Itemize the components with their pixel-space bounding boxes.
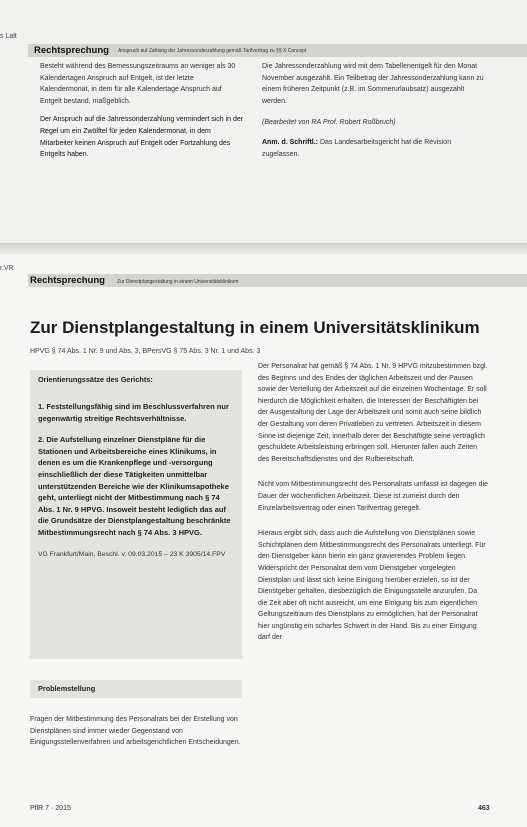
annotation-text: Das Landesarbeitsgericht hat die Revision zugelassen. (262, 138, 452, 158)
box-points (30, 401, 242, 539)
paragraph: Der Personalrat hat gemäß § 74 Abs. 1 Nr. 9 HPVG mitzubestimmen bzgl. des Beginns und des Endes der täglichen Arbeitszeit und der Pausen sowie der Verteilung der Arbeitszeit auf die einzelnen Wochentage. Er soll hierdurch die Möglichkeit erhalten, die Interessen der Beschäftigten bei der Ausgestaltung der Lage der Arbeitszeit und somit auch seine bildlich der Gestaltung von deren Privatleben zu vertreten. Arbeitszeit in diesem Sinne ist diejenige Zeit, innerhalb derer der Beschäftigte seine vertraglich geschuldete Arbeitsleistung erbringen soll. Hierunter fallen auch Zeiten des Bereitschaftsdienstes und der Rufbereitschaft. (258, 363, 488, 463)
section-tab: r.VR (0, 265, 14, 272)
problem-text: Fragen der Mitbestimmung des Personalrats bei der Erstellung von Dienstplänen sind immer wieder Gegenstand von Einigungsstellenverfahren und arbeitsgerichtlichen Entscheidungen. (30, 716, 241, 747)
problem-heading: Problemstellung (38, 684, 96, 693)
paragraph: Besteht während des Bemessungszeitraums an weniger als 30 Kalendertagen Anspruch auf Entgelt, ist der letzte Kalendermonat, in dem für alle Kalendertage Anspruch auf Entgelt bestand, maßgeblich. (40, 63, 236, 105)
section-title: Rechtsprechung (30, 275, 105, 286)
box-heading: Orientierungssätze des Gerichts: (38, 375, 153, 384)
paragraph: Die Jahressonderzahlung wird mit dem Tabellenentgelt für den Monat November ausgezahlt. Ein Teilbetrag der Jahressonderzahlung kann zu einem früheren Zeitpunkt (z.B. im Sommerurlaubsatz) ausgezahlt werden. (262, 63, 484, 105)
guideline-point: 2. Die Aufstellung einzelner Dienstpläne für die Stationen und Arbeitsbereiche eines Klinikums, in denen es um die Krankenpflege und -versorgung einschließlich der diese Tätigkeiten unmittelbar unterstützenden Bereiche wie der Klinikumsapotheke geht, unterliegt nicht der Mitbestimmung nach § 74 Abs. 1 Nr. 9 HPVG. Insoweit besteht lediglich das auf die Grundsätze der Dienstplangestaltung beschränkte Mitbestimmungsrecht nach § 74 Abs. 3 HPVG. (38, 435, 231, 537)
annotation-label: Anm. d. Schriftl.: (262, 138, 318, 146)
section-tab: s Lalt (0, 33, 17, 40)
section-subtitle: Zur Dienstplangestaltung in einem Universitätsklinikum (117, 279, 239, 285)
court-citation: VG Frankfurt/Main, Beschl. v. 09.03.2015 – 23 K 3905/14.FPV (38, 550, 226, 558)
top-left-column (40, 61, 245, 168)
article-title: Zur Dienstplangestaltung in einem Universitätsklinikum (30, 318, 480, 337)
guideline-point: 1. Feststellungsfähig sind im Beschlussverfahren nur gegenwärtig streitige Rechtsverhältnisse. (38, 402, 229, 423)
problem-heading-box (30, 680, 242, 698)
footer-journal: PflR 7 · 2015 (30, 805, 71, 812)
paragraph: Hieraus ergibt sich, dass auch die Aufstellung von Dienstplänen sowie Schichtplänen dem Mitbestimmungsrecht des Personalrats unterliegt. Für den Dienstgeber kann hierin ein ganz gravierendes Problem liegen. Widerspricht der Personalrat dem vom Dienstgeber vorgelegten Dienstplan und lässt sich keine Einigung hierüber erzielen, so ist der Dienstgeber gehalten, diesbezüglich die Einigungsstelle anzurufen. Da die Zeit aber oft nicht ausreicht, um eine Einigung bis zum eigentlichen Geltungszeitraum des Dienstplans zu ermöglichen, hat der Personalrat hier ungünstig ein scharfes Schwert in der Hand. Bis zu einer Einigung darf der (258, 530, 486, 642)
legal-reference: HPVG § 74 Abs. 1 Nr. 9 und Abs. 3, BPersVG § 75 Abs. 3 Nr. 1 und Abs. 3 (30, 348, 261, 355)
page-edge-shadow (0, 243, 527, 255)
orientation-box (30, 370, 242, 659)
editor-note: (Bearbeitet von RA Prof. Robert Roßbruch) (262, 119, 396, 127)
top-right-column (262, 61, 487, 167)
main-right-column (258, 361, 488, 651)
paragraph: Nicht vom Mitbestimmungsrecht des Personalrats umfasst ist dagegen die Dauer der wöchentlichen Arbeitszeit. Diese ist zumeist durch den Einzelarbeitsvertrag oder einen Tarifvertrag geregelt. (258, 481, 488, 512)
section-title: Rechtsprechung (34, 45, 109, 56)
section-subtitle: Anspruch auf Zahlung der Jahressonderzahlung gemäß Tarifvertrag zu §§ X Concept (118, 48, 307, 54)
page-number: 463 (478, 805, 490, 812)
paragraph: Der Anspruch auf die Jahressonderzahlung vermindert sich in der Regel um ein Zwölftel für jeden Kalendermonat, in dem Mitarbeiter keinen Anspruch auf Entgelt oder Fortzahlung des Entgelts haben. (40, 116, 244, 159)
